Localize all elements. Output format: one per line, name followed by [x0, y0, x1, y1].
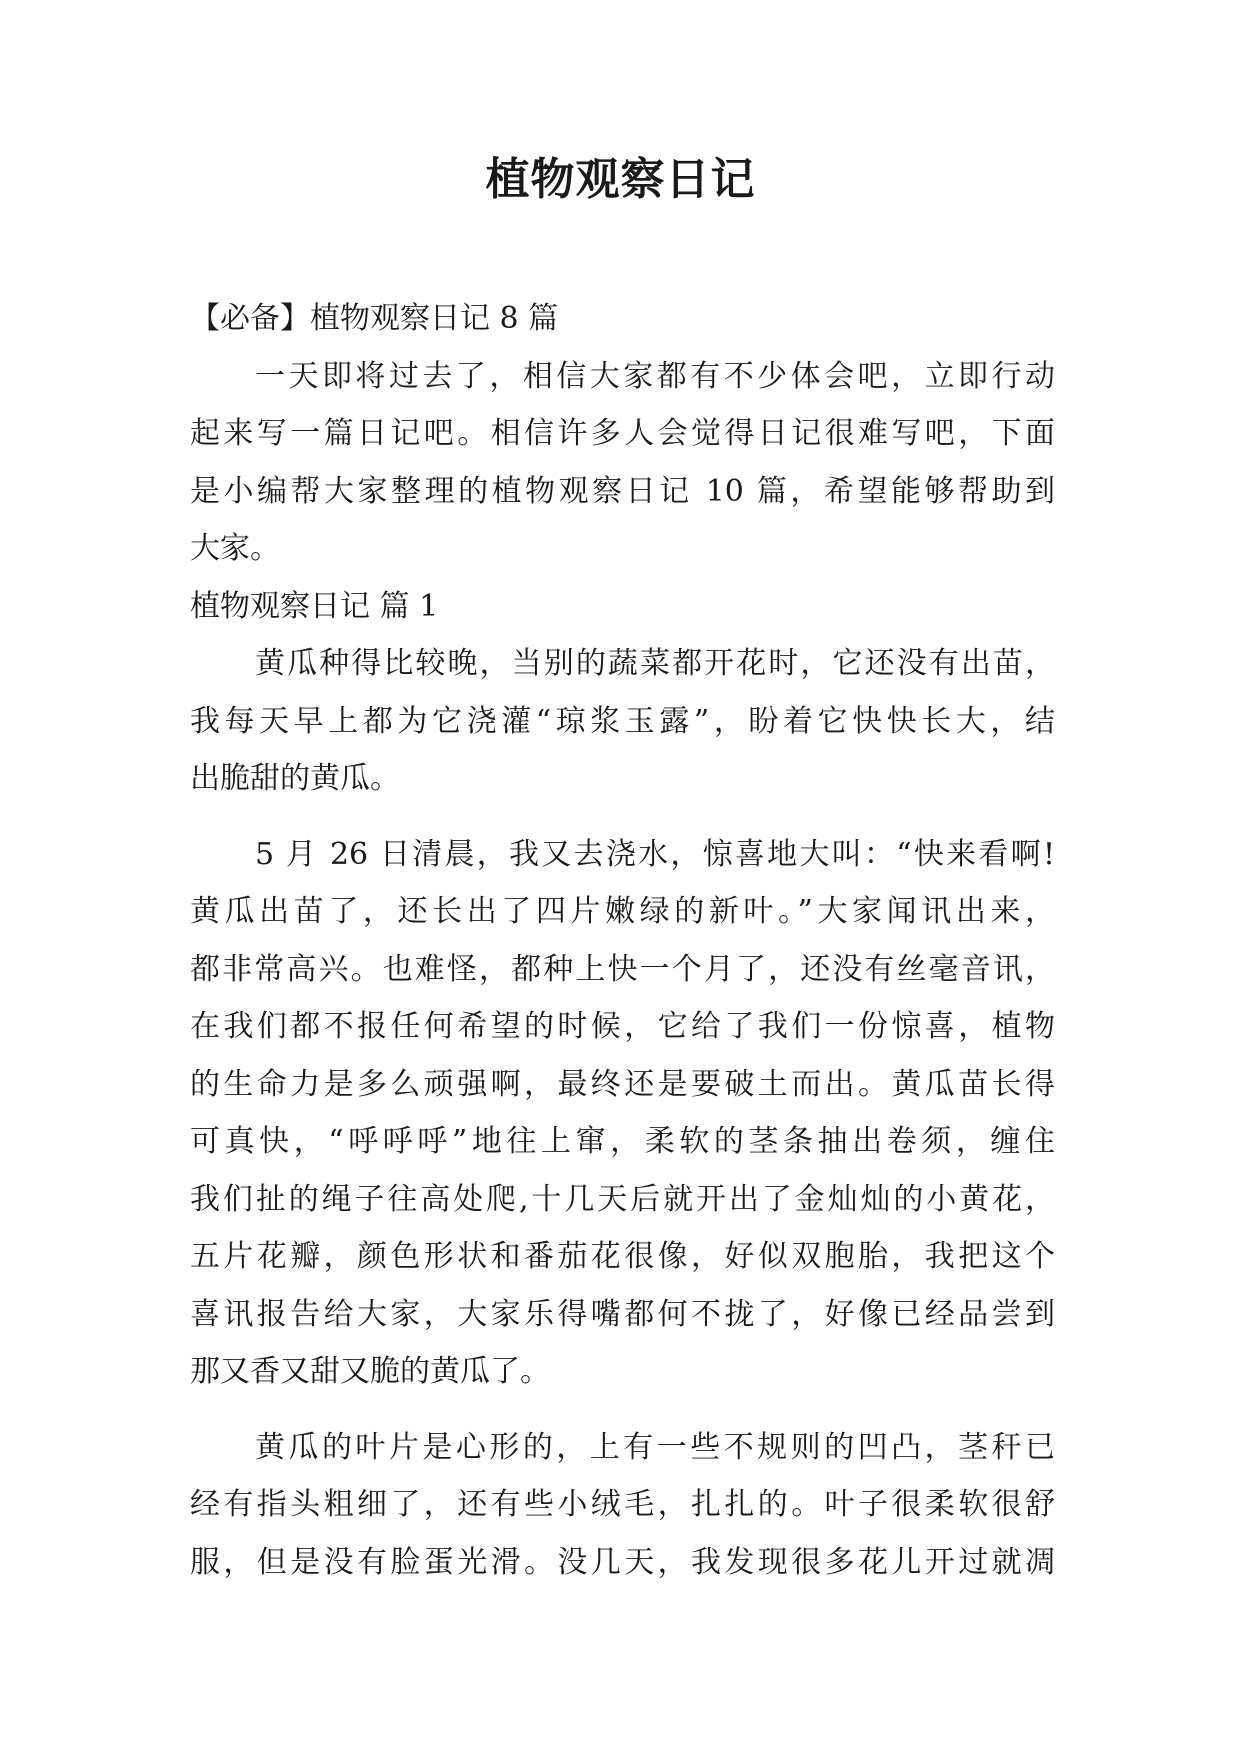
- document-body: [190, 290, 1055, 1591]
- paragraph-line: 黄瓜出苗了，还长出了四片嫩绿的新叶。”大家闻讯出来，: [190, 894, 1055, 929]
- intro-line: 大家。: [190, 531, 280, 566]
- paragraph-line: 都非常高兴。也难怪，都种上快一个月了，还没有丝毫音讯，: [190, 951, 1055, 987]
- paragraph-line: 我们扯的绳子往高处爬,十几天后就开出了金灿灿的小黄花，: [190, 1181, 1055, 1217]
- paragraph-line: 的生命力是多么顽强啊，最终还是要破土而出。黄瓜苗长得: [190, 1066, 1055, 1102]
- paragraph-3: [190, 1419, 1055, 1592]
- paragraph-2: [190, 826, 1055, 1401]
- document-heading: 【必备】植物观察日记 8 篇: [190, 301, 559, 336]
- section-title: 植物观察日记 篇 1: [190, 588, 439, 624]
- paragraph-line: 可真快，“呼呼呼”地往上窜，柔软的茎条抽出卷须，缠住: [190, 1124, 1055, 1159]
- paragraph-1: [190, 635, 1055, 808]
- paragraph-line: 五片花瓣，颜色形状和番茄花很像，好似双胞胎，我把这个: [190, 1239, 1055, 1274]
- paragraph-line: 经有指头粗细了，还有些小绒毛，扎扎的。叶子很柔软很舒: [190, 1487, 1055, 1522]
- paragraph-line: 服，但是没有脸蛋光滑。没几天，我发现很多花儿开过就凋: [190, 1544, 1055, 1580]
- paragraph-spacer: [190, 1401, 1055, 1419]
- paragraph-line: 黄瓜种得比较晚，当别的蔬菜都开花时，它还没有出苗，: [255, 646, 1055, 681]
- paragraph-line: 5 月 26 日清晨，我又去浇水，惊喜地大叫：“快来看啊!: [255, 836, 1055, 872]
- paragraph-line: 我每天早上都为它浇灌“琼浆玉露”，盼着它快快长大，结: [190, 703, 1055, 739]
- paragraph-line: 黄瓜的叶片是心形的，上有一些不规则的凹凸，茎秆已: [255, 1429, 1055, 1465]
- intro-line: 起来写一篇日记吧。相信许多人会觉得日记很难写吧，下面: [190, 416, 1055, 451]
- document-title: 植物观察日记: [485, 154, 756, 205]
- paragraph-line: 那又香又甜又脆的黄瓜了。: [190, 1354, 550, 1389]
- paragraph-line: 出脆甜的黄瓜。: [190, 761, 400, 796]
- paragraph-spacer: [190, 808, 1055, 826]
- paragraph-line: 在我们都不报任何希望的时候，它给了我们一份惊喜，植物: [190, 1009, 1055, 1044]
- paragraph-line: 喜讯报告给大家，大家乐得嘴都何不拢了，好像已经品尝到: [190, 1296, 1055, 1332]
- intro-line: 一天即将过去了，相信大家都有不少体会吧，立即行动: [255, 358, 1055, 394]
- intro-paragraph: [190, 348, 1055, 578]
- intro-line: 是小编帮大家整理的植物观察日记 10 篇，希望能够帮助到: [190, 473, 1055, 509]
